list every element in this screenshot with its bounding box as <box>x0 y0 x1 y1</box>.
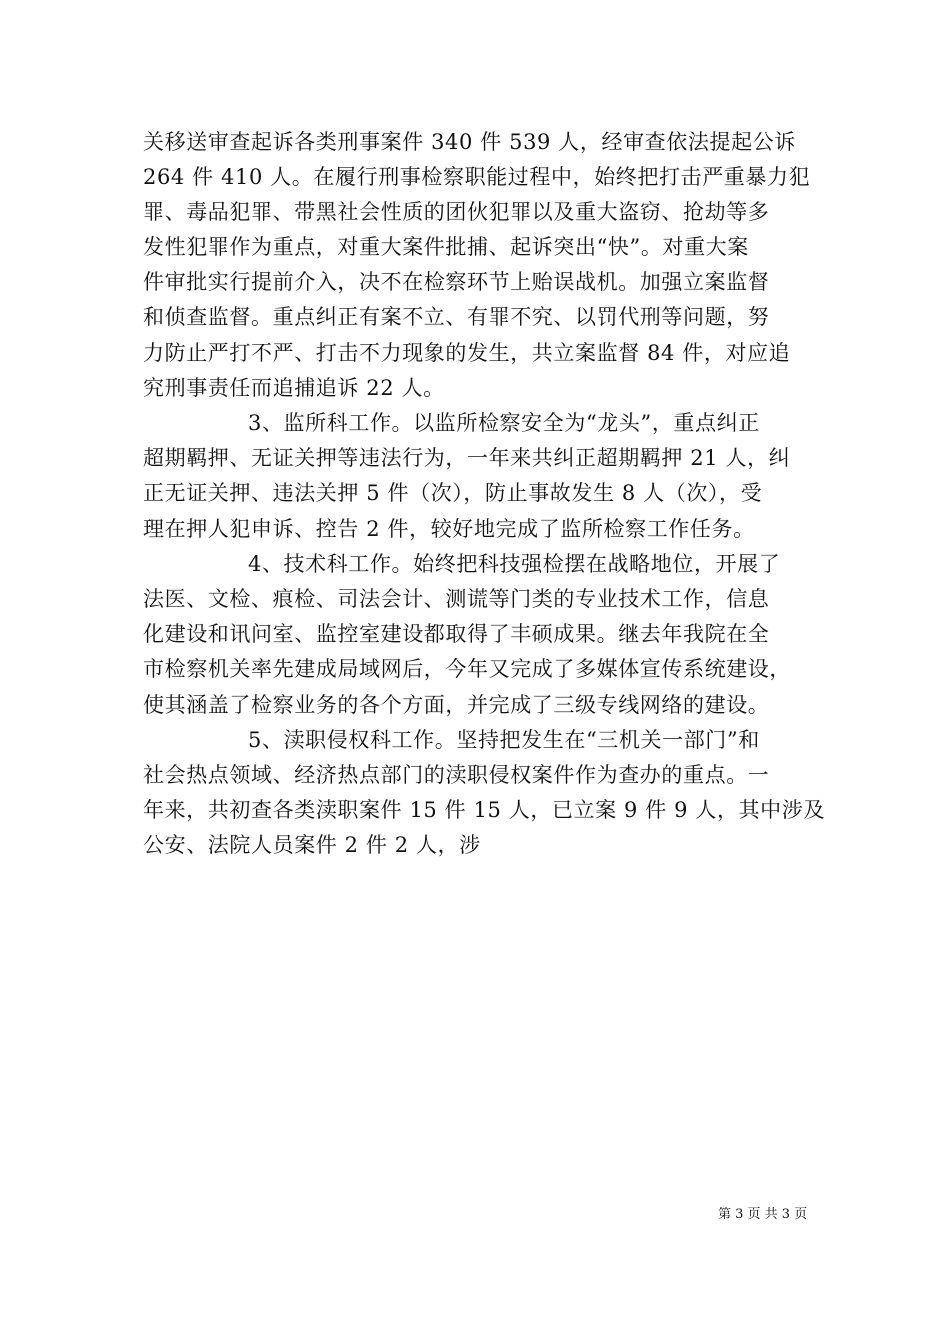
body-line-16: 市检察机关率先建成局域网后，今年又完成了多媒体宣传系统建设， <box>143 657 791 681</box>
body-line-12: 理在押人犯申诉、控告 2 件，较好地完成了监所检察工作任务。 <box>143 517 755 541</box>
paragraph-4-heading-line: 4、技术科工作。始终把科技强检摆在战略地位，开展了 <box>248 552 781 576</box>
body-line-3: 罪、毒品犯罪、带黑社会性质的团伙犯罪以及重大盗窃、抢劫等多 <box>143 200 770 224</box>
body-line-4: 发性犯罪作为重点，对重大案件批捕、起诉突出“快”。对重大案 <box>143 235 749 259</box>
body-line-2: 264 件 410 人。在履行刑事检察职能过程中，始终把打击严重暴力犯 <box>143 165 811 189</box>
paragraph-3-heading-line: 3、监所科工作。以监所检察安全为“龙头”，重点纠正 <box>248 411 760 435</box>
body-line-19: 社会热点领域、经济热点部门的渎职侵权案件作为查办的重点。一 <box>143 763 770 787</box>
body-line-17: 使其涵盖了检察业务的各个方面，并完成了三级专线网络的建设。 <box>143 693 770 717</box>
body-line-20: 年来，共初查各类渎职案件 15 件 15 人，已立案 9 件 9 人，其中涉及 <box>143 798 825 822</box>
body-line-21: 公安、法院人员案件 2 件 2 人，涉 <box>143 833 481 857</box>
body-line-14: 法医、文检、痕检、司法会计、测谎等门类的专业技术工作，信息 <box>143 587 770 611</box>
body-line-1: 关移送审查起诉各类刑事案件 340 件 539 人，经审查依法提起公诉 <box>143 130 796 154</box>
body-line-5: 件审批实行提前介入，决不在检察环节上贻误战机。加强立案监督 <box>143 270 770 294</box>
body-line-8: 究刑事责任而追捕追诉 22 人。 <box>143 376 445 400</box>
body-line-10: 超期羁押、无证关押等违法行为，一年来共纠正超期羁押 21 人，纠 <box>143 446 791 470</box>
body-line-15: 化建设和讯问室、监控室建设都取得了丰硕成果。继去年我院在全 <box>143 622 770 646</box>
body-line-7: 力防止严打不严、打击不力现象的发生，共立案监督 84 件，对应追 <box>143 341 791 365</box>
body-line-11: 正无证关押、违法关押 5 件（次），防止事故发生 8 人（次），受 <box>143 481 763 505</box>
page-number-footer: 第 3 页 共 3 页 <box>718 1207 808 1222</box>
body-line-6: 和侦查监督。重点纠正有案不立、有罪不究、以罚代刑等问题，努 <box>143 305 770 329</box>
paragraph-5-heading-line: 5、渎职侵权科工作。坚持把发生在“三机关一部门”和 <box>248 728 760 752</box>
